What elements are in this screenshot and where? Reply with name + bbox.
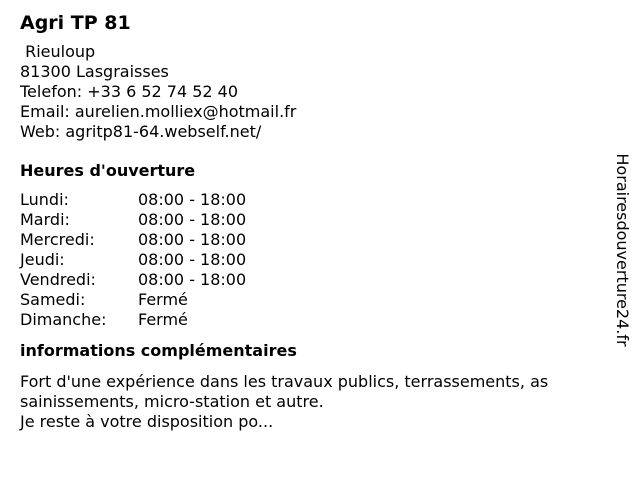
business-card bbox=[20, 10, 610, 432]
time-value: 08:00 - 18:00 bbox=[138, 210, 247, 229]
hours-heading: Heures d'ouverture bbox=[20, 161, 196, 180]
day-label: Dimanche: bbox=[20, 310, 107, 329]
hours-table bbox=[20, 190, 610, 330]
time-value: 08:00 - 18:00 bbox=[138, 250, 247, 269]
hours-row-sunday bbox=[20, 310, 610, 330]
site-watermark: Horairesdouverture24.fr bbox=[613, 153, 632, 347]
time-value: 08:00 - 18:00 bbox=[138, 230, 247, 249]
time-value: Fermé bbox=[138, 290, 188, 309]
street-address: Rieuloup bbox=[20, 42, 96, 61]
phone-number: Telefon: +33 6 52 74 52 40 bbox=[20, 82, 239, 101]
day-label: Vendredi: bbox=[20, 270, 96, 289]
contact-block bbox=[20, 42, 610, 142]
day-label: Mercredi: bbox=[20, 230, 95, 249]
hours-row-tuesday bbox=[20, 210, 610, 230]
day-label: Jeudi: bbox=[20, 250, 65, 269]
email-address: Email: aurelien.molliex@hotmail.fr bbox=[20, 102, 297, 121]
hours-row-saturday bbox=[20, 290, 610, 310]
day-label: Lundi: bbox=[20, 190, 69, 209]
info-line: Fort d'une expérience dans les travaux publics, terrassements, as bbox=[20, 372, 549, 391]
time-value: Fermé bbox=[138, 310, 188, 329]
info-heading: informations complémentaires bbox=[20, 341, 297, 360]
hours-row-monday bbox=[20, 190, 610, 210]
info-line: Je reste à votre disposition po... bbox=[20, 412, 274, 431]
hours-row-thursday bbox=[20, 250, 610, 270]
city-address: 81300 Lasgraisses bbox=[20, 62, 169, 81]
time-value: 08:00 - 18:00 bbox=[138, 270, 247, 289]
business-name: Agri TP 81 bbox=[20, 12, 131, 34]
day-label: Mardi: bbox=[20, 210, 70, 229]
hours-row-friday bbox=[20, 270, 610, 290]
day-label: Samedi: bbox=[20, 290, 86, 309]
time-value: 08:00 - 18:00 bbox=[138, 190, 247, 209]
info-line: sainissements, micro-station et autre. bbox=[20, 392, 324, 411]
hours-row-wednesday bbox=[20, 230, 610, 250]
website-link[interactable]: Web: agritp81-64.webself.net/ bbox=[20, 122, 262, 141]
info-description bbox=[20, 372, 610, 432]
